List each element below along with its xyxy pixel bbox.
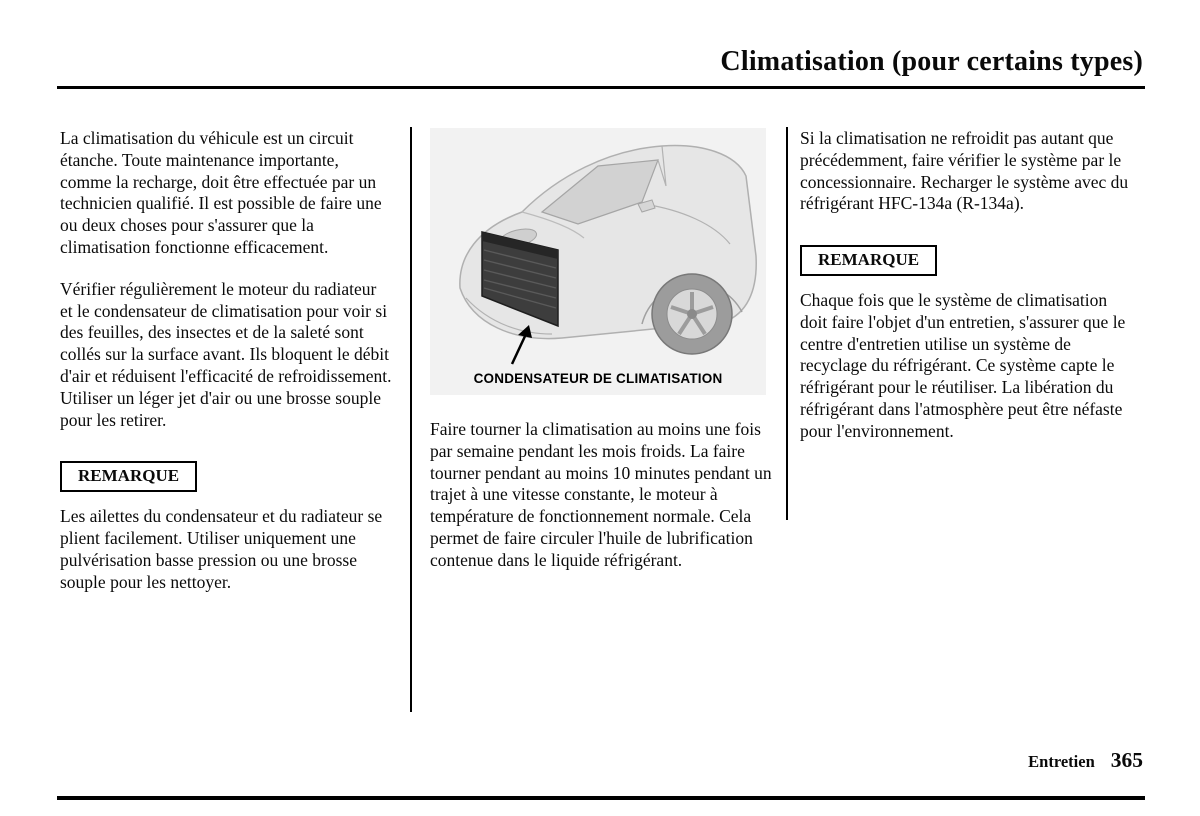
right-column (800, 128, 1138, 463)
header-rule (57, 86, 1145, 89)
paragraph: Vérifier régulièrement le moteur du radiateur et le condensateur de climatisation pour voir si des feuilles, des insectes et de la saleté sont collés sur la surface avant. Ils bloquent le débit d'air et réduisent l'efficacité de refroidissement. Utiliser un léger jet d'air ou une brosse souple pour les retirer. (60, 278, 392, 430)
car-condenser-illustration (430, 128, 766, 368)
car-illustration (430, 128, 766, 395)
page-title: Climatisation (pour certains types) (720, 46, 1143, 77)
page-footer (1028, 748, 1143, 773)
footer-page-number: 365 (1110, 748, 1143, 772)
paragraph: Faire tourner la climatisation au moins une fois par semaine pendant les mois froids. La faire tourner pendant au moins 10 minutes pendant un trajet à une vitesse constante, le moteur à température de fonctionnement normale. Cela permet de faire circuler l'huile de lubrification contenue dans le liquide réfrigérant. (430, 419, 772, 570)
paragraph: Si la climatisation ne refroidit pas autant que précédemment, faire vérifier le système par le concessionnaire. Recharger le système avec du réfrigérant HFC-134a (R-134a). (800, 128, 1129, 214)
footer-rule (57, 796, 1145, 800)
remarque-box (800, 245, 937, 276)
image-caption: CONDENSATEUR DE CLIMATISATION (473, 371, 723, 387)
remarque-label: REMARQUE (818, 250, 920, 270)
remarque-box (60, 461, 197, 492)
paragraph: Les ailettes du condensateur et du radiateur se plient facilement. Utiliser uniquement une pulvérisation basse pression ou une brosse souple pour les nettoyer. (60, 506, 383, 592)
remarque-label: REMARQUE (78, 466, 180, 486)
column-divider-left (410, 127, 412, 712)
column-divider-right (786, 127, 788, 520)
paragraph: La climatisation du véhicule est un circuit étanche. Toute maintenance importante, comme la recharge, doit être effectuée par un technicien qualifié. Il est possible de faire une ou deux choses pour s'assurer que la climatisation fonctionne efficacement. (60, 128, 382, 257)
left-column (60, 128, 392, 613)
middle-column (430, 128, 778, 592)
footer-section-label: Entretien (1028, 752, 1095, 771)
paragraph: Chaque fois que le système de climatisation doit faire l'objet d'un entretien, s'assurer que le centre d'entretien utilise un système de recyclage du réfrigérant. Ce système capte le réfrigérant pour le réutiliser. La libération du réfrigérant dans l'atmosphère peut être néfaste pour l'environnement. (800, 289, 1126, 441)
